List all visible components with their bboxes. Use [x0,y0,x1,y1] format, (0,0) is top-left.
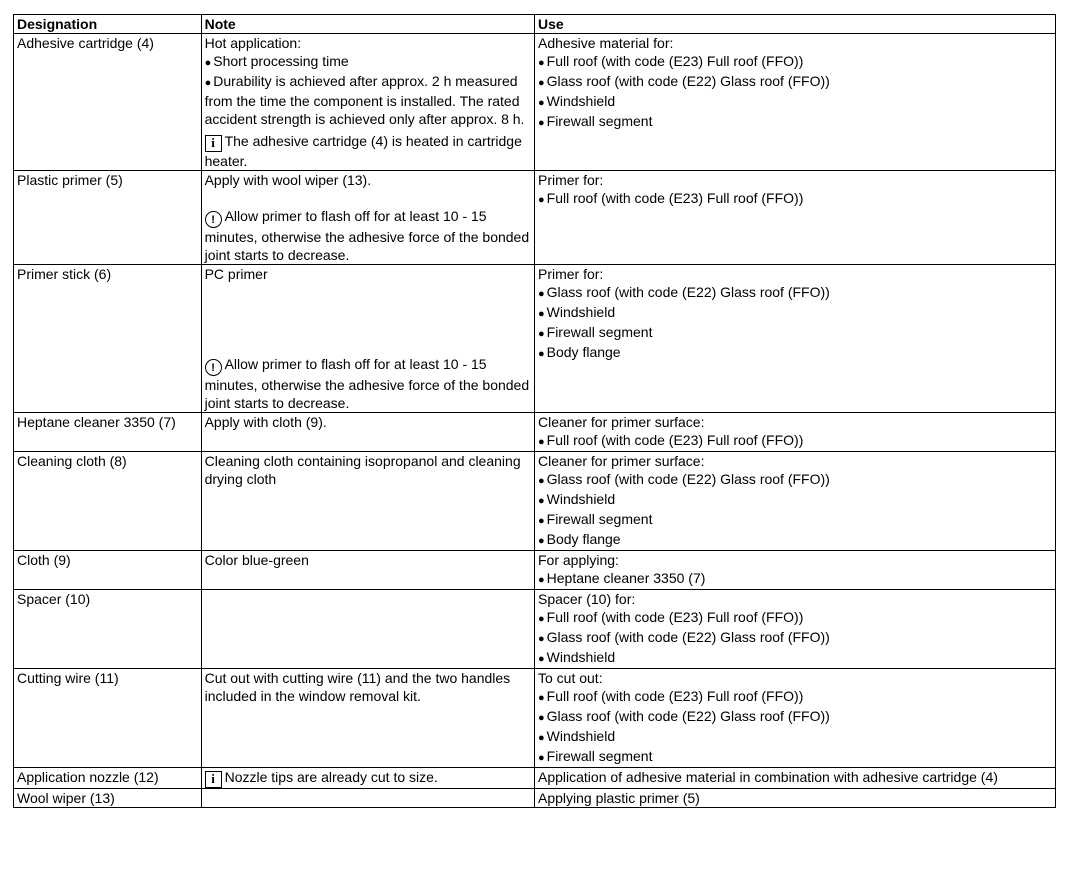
use-bullet: ● Glass roof (with code (E22) Glass roof (FFO)) [538,470,1052,490]
note-cell [201,768,534,789]
use-bullet: ● Glass roof (with code (E22) Glass roof (FFO)) [538,72,1052,92]
note-cell [201,413,534,452]
use-bullet: ● Firewall segment [538,510,1052,530]
warning-icon: ! [205,359,222,376]
note-cell [201,551,534,590]
note-cell [201,171,534,265]
designation-cell: Plastic primer (5) [14,171,202,265]
note-cell [201,34,534,171]
table-row [14,551,1056,590]
use-bullet: ● Body flange [538,530,1052,550]
use-cell [534,768,1055,789]
use-intro: Spacer (10) for: [537,591,636,607]
use-cell [534,789,1055,808]
note-cell [201,452,534,551]
table-row [14,768,1056,789]
table-row [14,452,1056,551]
header-row [14,15,1056,34]
note-cell [201,789,534,808]
info-note [205,768,531,788]
use-bullet: ● Firewall segment [538,112,1052,132]
use-cell [534,452,1055,551]
header-note: Note [201,15,534,34]
designation-cell: Application nozzle (12) [14,768,202,789]
header-use: Use [534,15,1055,34]
use-intro: Application of adhesive material in combination with adhesive cartridge (4) [537,769,998,785]
table-row [14,34,1056,171]
use-intro: Primer for: [537,266,604,282]
use-intro: Cleaner for primer surface: [537,414,705,430]
warning-text: Allow primer to flash off for at least 10 - 15 minutes, otherwise the adhesive force of the bonded joint starts to decrease. [204,356,530,411]
warning-note [205,207,531,264]
use-cell [534,413,1055,452]
use-bullet: ● Heptane cleaner 3350 (7) [538,569,1052,589]
warning-note [205,355,531,412]
note-cell [201,590,534,669]
note-intro: Apply with wool wiper (13). [204,172,372,188]
note-intro: Color blue-green [204,552,309,568]
use-bullet: ● Windshield [538,490,1052,510]
table-row [14,171,1056,265]
header-designation: Designation [14,15,202,34]
use-intro: To cut out: [537,670,603,686]
use-bullet: ● Windshield [538,727,1052,747]
table-row [14,590,1056,669]
table-row [14,789,1056,808]
note-bullet: ● Short processing time [205,52,531,72]
use-bullet: ● Body flange [538,343,1052,363]
use-bullet: ● Windshield [538,92,1052,112]
info-text: Nozzle tips are already cut to size. [224,769,438,785]
use-bullet: ● Firewall segment [538,747,1052,767]
info-icon: i [205,135,222,152]
note-intro: Cleaning cloth containing isopropanol and cleaning drying cloth [204,453,521,487]
use-cell [534,551,1055,590]
use-intro: Adhesive material for: [537,35,674,51]
note-intro: PC primer [204,266,268,282]
use-cell [534,590,1055,669]
info-note [205,132,531,170]
use-intro: Primer for: [537,172,604,188]
note-intro: Cut out with cutting wire (11) and the two handles included in the window removal kit. [204,670,511,704]
use-cell [534,171,1055,265]
use-intro: For applying: [537,552,619,568]
use-bullet: ● Glass roof (with code (E22) Glass roof (FFO)) [538,628,1052,648]
table-row [14,413,1056,452]
designation-cell: Primer stick (6) [14,265,202,413]
note-intro: Hot application: [204,35,302,51]
designation-cell: Heptane cleaner 3350 (7) [14,413,202,452]
use-bullet: ● Full roof (with code (E23) Full roof (FFO)) [538,687,1052,707]
table-row [14,669,1056,768]
note-cell [201,669,534,768]
use-intro: Cleaner for primer surface: [537,453,705,469]
designation-cell: Spacer (10) [14,590,202,669]
designation-cell: Wool wiper (13) [14,789,202,808]
designation-cell: Cleaning cloth (8) [14,452,202,551]
use-bullet: ● Windshield [538,648,1052,668]
table-row [14,265,1056,413]
use-bullet: ● Full roof (with code (E23) Full roof (FFO)) [538,431,1052,451]
note-bullet: ● Durability is achieved after approx. 2 h measured from the time the component is installed. The rated accident strength is achieved only after approx. 8 h. [205,72,531,128]
use-bullet: ● Firewall segment [538,323,1052,343]
use-bullet: ● Glass roof (with code (E22) Glass roof (FFO)) [538,707,1052,727]
use-cell [534,669,1055,768]
warning-icon: ! [205,211,222,228]
warning-text: Allow primer to flash off for at least 10 - 15 minutes, otherwise the adhesive force of the bonded joint starts to decrease. [204,208,530,263]
info-text: The adhesive cartridge (4) is heated in cartridge heater. [204,133,522,169]
note-cell [201,265,534,413]
use-intro: Applying plastic primer (5) [537,790,700,806]
use-bullet: ● Full roof (with code (E23) Full roof (FFO)) [538,608,1052,628]
materials-table [13,14,1056,808]
use-cell [534,34,1055,171]
use-bullet: ● Full roof (with code (E23) Full roof (FFO)) [538,52,1052,72]
note-intro: Apply with cloth (9). [204,414,327,430]
use-bullet: ● Glass roof (with code (E22) Glass roof (FFO)) [538,283,1052,303]
info-icon: i [205,771,222,788]
designation-cell: Cloth (9) [14,551,202,590]
use-bullet: ● Full roof (with code (E23) Full roof (FFO)) [538,189,1052,209]
designation-cell: Cutting wire (11) [14,669,202,768]
designation-cell: Adhesive cartridge (4) [14,34,202,171]
use-bullet: ● Windshield [538,303,1052,323]
use-cell [534,265,1055,413]
